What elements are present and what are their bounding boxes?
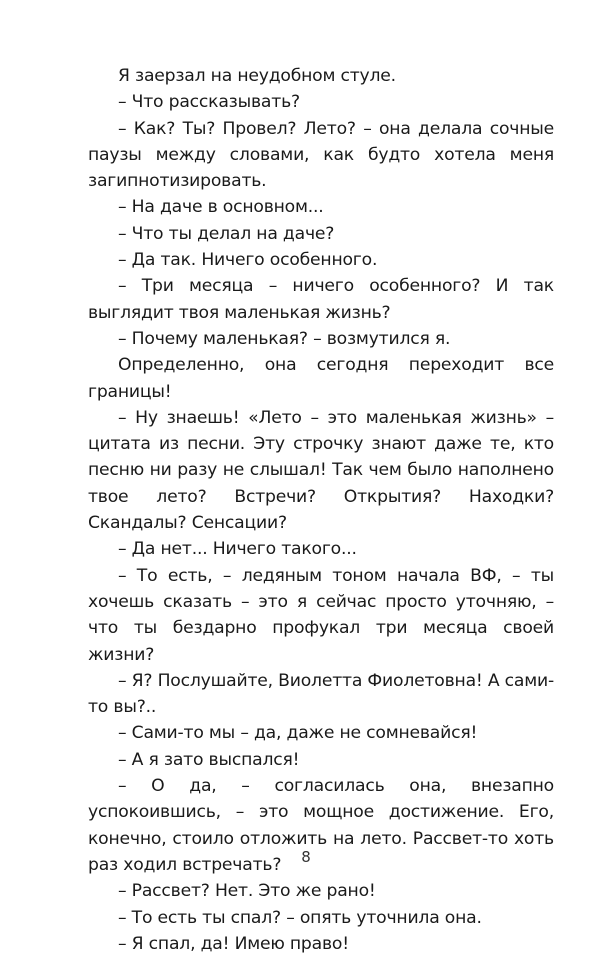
paragraph: – Как? Ты? Провел? Лето? – она делала сочные паузы между словами, как будто хотела меня загипнотизировать. (88, 118, 554, 192)
paragraph: – Что ты делал на даче? (118, 223, 335, 244)
body-text (88, 63, 554, 957)
paragraph: – На даче в основном... (118, 197, 324, 218)
paragraph: – О да, – согласилась она, внезапно успокоившись, – это мощное достижение. Его, конечно, стоило отложить на лето. Рассвет-то хоть раз ходил встречать? (88, 776, 554, 875)
paragraph: Определенно, она сегодня переходит все границы! (88, 355, 554, 402)
paragraph: – Сами-то мы – да, даже не сомневайся! (118, 723, 478, 744)
paragraph: – Рассвет? Нет. Это же рано! (118, 881, 376, 902)
paragraph: – Я спал, да! Имею право! (118, 933, 349, 954)
paragraph: – Да нет... Ничего такого... (118, 539, 357, 560)
paragraph: – Да так. Ничего особенного. (118, 250, 378, 271)
page-number: 8 (301, 848, 311, 866)
paragraph: – То есть, – ледяным тоном начала ВФ, – ты хочешь сказать – это я сейчас просто уточняю, – что ты бездарно профукал три месяца своей жизни? (88, 565, 554, 665)
paragraph: – А я зато выспался! (118, 749, 300, 770)
paragraph: Я заерзал на неудобном стуле. (118, 66, 396, 86)
paragraph: – То есть ты спал? – опять уточнила она. (118, 907, 482, 928)
paragraph: – Три месяца – ничего особенного? И так выглядит твоя маленькая жизнь? (88, 276, 554, 323)
paragraph: – Ну знаешь! «Лето – это маленькая жизнь» – цитата из песни. Эту строчку знают даже те, кто песню ни разу не слышал! Так чем было наполнено твое лето? Встречи? Открытия? Находки? Скандалы? Сенсации? (88, 407, 554, 534)
paragraph: – Что рассказывать? (118, 92, 300, 113)
paragraph: – Почему маленькая? – возмутился я. (118, 328, 451, 349)
paragraph: – Я? Послушайте, Виолетта Фиолетовна! А сами-то вы?.. (88, 670, 554, 718)
